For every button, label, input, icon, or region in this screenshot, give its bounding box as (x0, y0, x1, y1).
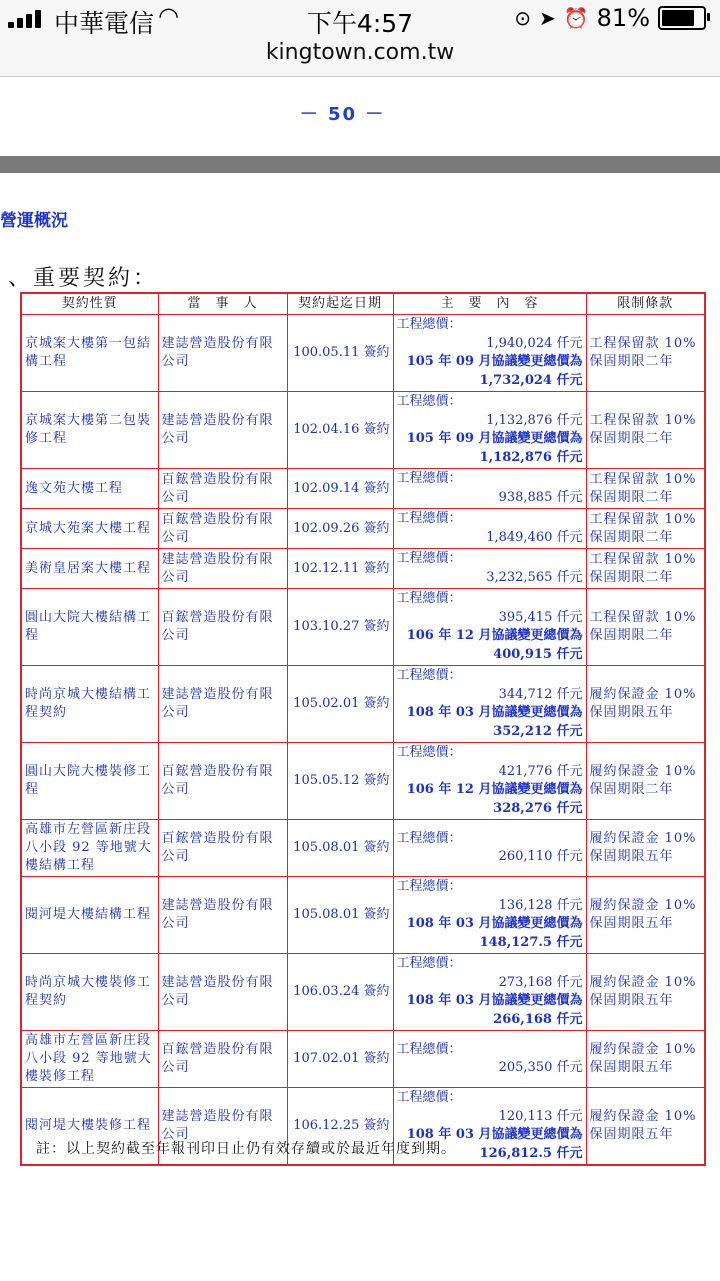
total-label: 工程總價： (396, 830, 462, 846)
content-cell (393, 509, 586, 549)
table-row (21, 666, 705, 743)
terms-cell: 履約保證金 10%保固期限五年 (586, 1031, 705, 1088)
terms-cell: 工程保留款 10%保固期限二年 (586, 392, 705, 469)
changed-amount: 400,915 仟元 (493, 646, 583, 662)
divider-bar (0, 156, 720, 173)
date-cell: 102.12.11 簽約 (287, 549, 393, 589)
party-cell: 百鋐營造股份有限公司 (158, 743, 287, 820)
section-title: 營運概況 (0, 211, 68, 231)
table-row (21, 820, 705, 877)
changed-amount: 352,212 仟元 (493, 723, 583, 739)
terms-cell: 工程保留款 10%保固期限二年 (586, 315, 705, 392)
terms-cell: 工程保留款 10%保固期限二年 (586, 469, 705, 509)
total-label: 工程總價： (396, 956, 462, 971)
party-cell: 建誌營造股份有限公司 (158, 877, 287, 954)
change-label: 105 年 09 月協議變更總價為 (406, 354, 583, 369)
header-contract-type: 契約性質 (21, 293, 158, 315)
total-amount: 938,885 仟元 (498, 489, 583, 505)
party-cell: 建誌營造股份有限公司 (158, 549, 287, 589)
terms-cell: 履約保證金 10%保固期限五年 (586, 877, 705, 954)
total-label: 工程總價： (396, 591, 462, 606)
terms-cell: 履約保證金 10%保固期限五年 (586, 820, 705, 877)
content-cell (393, 469, 586, 509)
total-amount: 1,940,024 仟元 (486, 335, 583, 351)
total-label: 工程總價： (396, 1090, 462, 1105)
change-label: 105 年 09 月協議變更總價為 (406, 431, 583, 446)
party-cell: 建誌營造股份有限公司 (158, 1088, 287, 1166)
header-date: 契約起迄日期 (287, 293, 393, 315)
total-amount: 120,113 仟元 (498, 1108, 583, 1124)
alarm-icon: ⏰ (563, 6, 589, 30)
party-cell: 百鋐營造股份有限公司 (158, 589, 287, 666)
contract-name-cell: 美術皇居案大樓工程 (21, 549, 158, 589)
rotation-lock-icon: ⊙ (514, 6, 531, 30)
total-label: 工程總價： (396, 394, 462, 409)
header-terms: 限制條款 (586, 293, 705, 315)
table-row (21, 743, 705, 820)
battery-icon (658, 6, 706, 30)
contract-name-cell: 高雄市左營區新庄段八小段 92 等地號大樓結構工程 (21, 820, 158, 877)
date-cell: 102.04.16 簽約 (287, 392, 393, 469)
table-row (21, 549, 705, 589)
table-row (21, 877, 705, 954)
contract-name-cell: 圓山大院大樓裝修工程 (21, 743, 158, 820)
total-label: 工程總價： (396, 879, 462, 894)
contract-name-cell: 京城案大樓第二包裝修工程 (21, 392, 158, 469)
total-amount: 3,232,565 仟元 (486, 569, 583, 585)
change-label: 106 年 12 月協議變更總價為 (406, 628, 583, 643)
terms-cell: 工程保留款 10%保固期限二年 (586, 549, 705, 589)
change-label: 108 年 03 月協議變更總價為 (406, 993, 583, 1008)
changed-amount: 126,812.5 仟元 (479, 1145, 583, 1161)
party-cell: 建誌營造股份有限公司 (158, 954, 287, 1031)
total-amount: 344,712 仟元 (498, 686, 583, 702)
address-bar[interactable] (0, 40, 720, 77)
content-cell (393, 589, 586, 666)
page-number: － 50 － (299, 104, 386, 125)
total-label: 工程總價： (396, 471, 462, 486)
location-icon: ➤ (538, 6, 556, 30)
table-row (21, 509, 705, 549)
subheading: 、重要契約： (8, 266, 159, 291)
date-cell: 105.02.01 簽約 (287, 666, 393, 743)
content-cell (393, 820, 586, 877)
terms-cell: 履約保證金 10%保固期限五年 (586, 954, 705, 1031)
footnote: 註：以上契約截至年報刊印日止仍有效存續或於最近年度到期。 (36, 1141, 456, 1157)
battery-percent: 81% (596, 4, 650, 32)
contract-name-cell: 圓山大院大樓結構工程 (21, 589, 158, 666)
date-cell: 100.05.11 簽約 (287, 315, 393, 392)
contract-name-cell: 時尚京城大樓裝修工程契約 (21, 954, 158, 1031)
total-amount: 1,849,460 仟元 (486, 529, 583, 545)
total-label: 工程總價： (396, 511, 462, 526)
date-cell: 106.12.25 簽約 (287, 1088, 393, 1166)
contract-name-cell: 逸文苑大樓工程 (21, 469, 158, 509)
content-cell (393, 315, 586, 392)
date-cell: 103.10.27 簽約 (287, 589, 393, 666)
header-content: 主 要 內 容 (393, 293, 586, 315)
changed-amount: 1,182,876 仟元 (479, 449, 583, 465)
terms-cell: 履約保證金 10%保固期限五年 (586, 666, 705, 743)
clock: 下午4:57 (306, 9, 414, 38)
url-text[interactable]: kingtown.com.tw (265, 40, 455, 65)
date-cell: 105.05.12 簽約 (287, 743, 393, 820)
changed-amount: 148,127.5 仟元 (479, 934, 583, 950)
changed-amount: 1,732,024 仟元 (479, 372, 583, 388)
table-row (21, 1031, 705, 1088)
contract-name-cell: 京城案大樓第一包結構工程 (21, 315, 158, 392)
total-label: 工程總價： (396, 551, 462, 566)
status-bar (0, 0, 720, 40)
contract-name-cell: 高雄市左營區新庄段八小段 92 等地號大樓裝修工程 (21, 1031, 158, 1088)
change-label: 106 年 12 月協議變更總價為 (406, 782, 583, 797)
contract-name-cell: 閱河堤大樓裝修工程 (21, 1088, 158, 1166)
date-cell: 102.09.14 簽約 (287, 469, 393, 509)
content-cell (393, 392, 586, 469)
date-cell: 107.02.01 簽約 (287, 1031, 393, 1088)
table-row (21, 315, 705, 392)
party-cell: 百鋐營造股份有限公司 (158, 509, 287, 549)
total-amount: 205,350 仟元 (498, 1060, 583, 1075)
change-label: 108 年 03 月協議變更總價為 (406, 916, 583, 931)
total-label: 工程總價： (396, 668, 462, 683)
contract-name-cell: 閱河堤大樓結構工程 (21, 877, 158, 954)
total-amount: 421,776 仟元 (498, 763, 583, 779)
wifi-icon: ◠ (158, 2, 179, 30)
table-row (21, 954, 705, 1031)
terms-cell: 履約保證金 10%保固期限二年 (586, 743, 705, 820)
table-row (21, 589, 705, 666)
carrier-name: 中華電信 (54, 9, 155, 38)
date-cell: 105.08.01 簽約 (287, 820, 393, 877)
total-label: 工程總價： (396, 1041, 462, 1057)
date-cell: 102.09.26 簽約 (287, 509, 393, 549)
total-amount: 136,128 仟元 (498, 897, 583, 913)
terms-cell: 工程保留款 10%保固期限二年 (586, 509, 705, 549)
table-header-row (21, 293, 705, 315)
content-cell (393, 743, 586, 820)
content-cell (393, 666, 586, 743)
table-row (21, 469, 705, 509)
party-cell: 百鋐營造股份有限公司 (158, 469, 287, 509)
contract-name-cell: 時尚京城大樓結構工程契約 (21, 666, 158, 743)
party-cell: 建誌營造股份有限公司 (158, 392, 287, 469)
party-cell: 建誌營造股份有限公司 (158, 666, 287, 743)
total-label: 工程總價： (396, 317, 462, 332)
content-cell (393, 877, 586, 954)
date-cell: 105.08.01 簽約 (287, 877, 393, 954)
total-amount: 273,168 仟元 (498, 974, 583, 990)
date-cell: 106.03.24 簽約 (287, 954, 393, 1031)
contract-name-cell: 京城大苑案大樓工程 (21, 509, 158, 549)
content-cell (393, 1031, 586, 1088)
changed-amount: 266,168 仟元 (493, 1011, 583, 1027)
party-cell: 建誌營造股份有限公司 (158, 315, 287, 392)
battery-level (662, 10, 694, 26)
contracts-table (20, 292, 706, 1166)
content-cell (393, 954, 586, 1031)
status-icons (514, 4, 706, 32)
total-amount: 395,415 仟元 (498, 609, 583, 625)
change-label: 108 年 03 月協議變更總價為 (406, 1127, 583, 1142)
table-row (21, 392, 705, 469)
content-cell (393, 549, 586, 589)
party-cell: 百鋐營造股份有限公司 (158, 1031, 287, 1088)
party-cell: 百鋐營造股份有限公司 (158, 820, 287, 877)
total-label: 工程總價： (396, 745, 462, 760)
header-party: 當 事 人 (158, 293, 287, 315)
terms-cell: 工程保留款 10%保固期限二年 (586, 589, 705, 666)
change-label: 108 年 03 月協議變更總價為 (406, 705, 583, 720)
changed-amount: 328,276 仟元 (493, 800, 583, 816)
total-amount: 1,132,876 仟元 (486, 412, 583, 428)
total-amount: 260,110 仟元 (498, 849, 583, 864)
terms-cell: 履約保證金 10%保固期限五年 (586, 1088, 705, 1166)
